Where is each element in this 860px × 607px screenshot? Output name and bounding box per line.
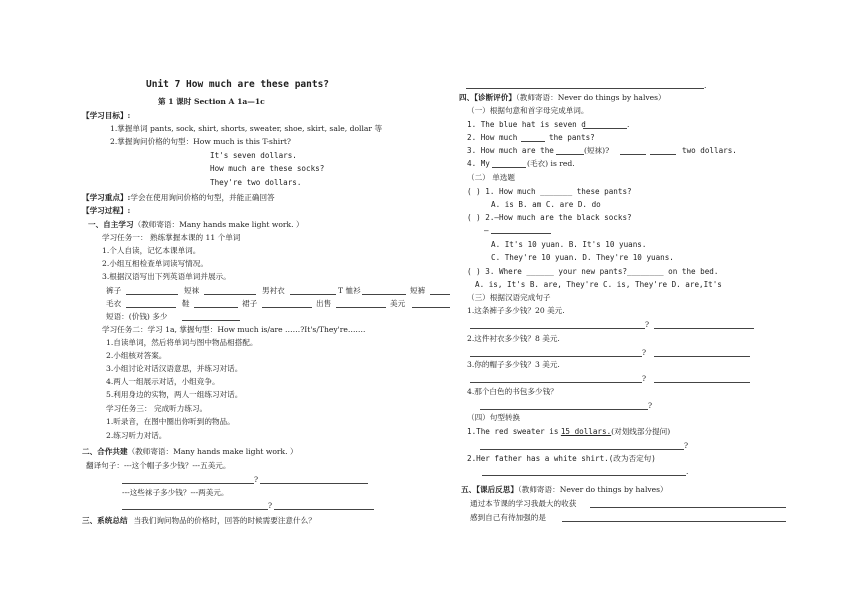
answer-line[interactable] bbox=[260, 483, 368, 484]
blank-line[interactable] bbox=[290, 294, 336, 295]
translate-3: 3.你的帽子多少钱？3 美元. bbox=[467, 360, 560, 369]
answer-line[interactable] bbox=[470, 382, 642, 383]
mc-question-2-dash: — bbox=[484, 226, 489, 235]
goal-2-question-2: How much are these socks? bbox=[210, 164, 325, 173]
task-2-step-5: 5.利用身边的实物，两人一组练习对话。 bbox=[106, 390, 243, 399]
blank-line[interactable] bbox=[620, 154, 646, 155]
blank-line[interactable] bbox=[521, 141, 545, 142]
p1-question-2-end: the pants? bbox=[549, 133, 595, 142]
translate-sentence-2: ---这些袜子多少钱？---两美元。 bbox=[122, 488, 229, 497]
word-shorts: 短裤 bbox=[410, 286, 426, 295]
reflection-2: 感到自己有待加强的是 bbox=[470, 513, 546, 522]
answer-line[interactable] bbox=[480, 449, 684, 450]
blank-line[interactable] bbox=[412, 307, 450, 308]
answer-line[interactable] bbox=[654, 356, 750, 357]
blank-line[interactable] bbox=[430, 294, 450, 295]
phrase-how-much: 短语：(价钱) 多少 bbox=[106, 312, 168, 321]
continuation-line bbox=[466, 88, 704, 89]
blank-line[interactable] bbox=[204, 294, 256, 295]
question-mark: ? bbox=[642, 374, 647, 383]
word-sweater: 毛衣 bbox=[106, 299, 122, 308]
p1-question-1: 1. The blue hat is seven d bbox=[467, 120, 586, 129]
section-4-heading: 四、【诊断评价】（教师寄语：Never do things by halves） bbox=[459, 93, 666, 102]
blank-line[interactable] bbox=[492, 167, 526, 168]
mc-options-2b: C. They're 10 yuan. D. They're 10 yuans. bbox=[491, 253, 674, 262]
page-title: Unit 7 How much are these pants? bbox=[146, 79, 330, 90]
word-socks: 短袜 bbox=[184, 286, 200, 295]
mc-question-2: ( ) 2.—How much are the black socks? bbox=[467, 213, 632, 222]
task-1: 学习任务一： 熟练掌握本课的 11 个单词 bbox=[102, 233, 241, 242]
answer-line[interactable] bbox=[470, 328, 645, 329]
answer-line[interactable] bbox=[122, 483, 254, 484]
translate-4: 4.那个白色的书包多少钱？ bbox=[467, 387, 558, 396]
section-2-heading: 二、合作共建（教师寄语：Many hands make light work. ） bbox=[82, 447, 298, 456]
mc-options-1: A. is B. am C. are D. do bbox=[491, 200, 601, 209]
question-mark: ? bbox=[645, 320, 650, 329]
mc-options-2a: A. It's 10 yuan. B. It's 10 yuans. bbox=[491, 240, 647, 249]
word-shirt: 男衬衣 bbox=[262, 286, 285, 295]
translate-1: 1.这条裤子多少钱？20 美元. bbox=[467, 306, 565, 315]
word-skirt: 裙子 bbox=[242, 299, 258, 308]
part-3-heading: （三）根据汉语完成句子 bbox=[467, 293, 551, 302]
answer-line[interactable] bbox=[482, 475, 686, 476]
part-1-heading: （一）根据句意和首字母完成单词。 bbox=[467, 106, 589, 115]
question-mark: ? bbox=[684, 441, 689, 450]
blank-line[interactable] bbox=[583, 128, 627, 129]
question-mark: ? bbox=[268, 501, 273, 510]
blank-line[interactable] bbox=[262, 307, 312, 308]
process-heading: 【学习过程】: bbox=[82, 206, 131, 215]
p1-question-3-hint: (短袜)? bbox=[584, 146, 610, 155]
question-mark: ? bbox=[642, 348, 647, 357]
goal-2-answer: It's seven dollars. bbox=[210, 151, 297, 160]
answer-line[interactable] bbox=[562, 521, 786, 522]
part-4-heading: （四）句型转换 bbox=[467, 413, 521, 422]
blank-line[interactable] bbox=[182, 320, 240, 321]
word-dollar: 美元 bbox=[390, 299, 406, 308]
answer-line[interactable] bbox=[480, 409, 648, 410]
word-tshirt: T 恤衫 bbox=[338, 286, 361, 295]
mc-options-3: A. is, It's B. are, They're C. is, They're D. are,It's bbox=[475, 280, 722, 289]
answer-line[interactable] bbox=[590, 507, 786, 508]
answer-line[interactable] bbox=[654, 382, 750, 383]
task-3: 学习任务三： 完成听力练习。 bbox=[106, 404, 208, 413]
word-pants: 裤子 bbox=[106, 286, 122, 295]
word-sale: 出售 bbox=[316, 299, 332, 308]
blank-line[interactable] bbox=[126, 294, 178, 295]
blank-line[interactable] bbox=[650, 154, 676, 155]
part-2-heading: （二） 单选题 bbox=[467, 173, 515, 182]
translate-2: 2.这件衬衣多少钱？8 美元. bbox=[467, 334, 560, 343]
task-2: 学习任务二：学习 1a, 掌握句型：How much is/are ……?It's/They're……. bbox=[102, 325, 366, 334]
task-3-step-2: 2.练习听力对话。 bbox=[106, 431, 167, 440]
goal-2: 2.掌握询问价格的句型：How much is this T-shirt? bbox=[110, 137, 291, 146]
key-points: 【学习重点】:学会在使用询问价格的句型，并能正确回答 bbox=[82, 193, 275, 202]
period: . bbox=[627, 120, 630, 129]
period: . bbox=[686, 467, 689, 476]
period: . bbox=[704, 81, 707, 90]
blank-line[interactable] bbox=[491, 233, 551, 234]
transform-1: 1.The red sweater is 15 dollars.(对划线部分提问) bbox=[467, 427, 671, 436]
reflection-1: 通过本节课的学习我最大的收获 bbox=[470, 499, 577, 508]
blank-line[interactable] bbox=[336, 307, 386, 308]
lesson-subtitle: 第 1 课时 Section A 1a—1c bbox=[158, 97, 265, 106]
answer-line[interactable] bbox=[122, 509, 268, 510]
mc-question-3: ( ) 3. Where ______ your new pants?________ on the bed. bbox=[467, 267, 719, 276]
translate-instruction: 翻译句子：---这个帽子多少钱？---五美元。 bbox=[86, 461, 231, 470]
blank-line[interactable] bbox=[126, 307, 176, 308]
goal-2-answer-2: They're two dollars. bbox=[210, 178, 302, 187]
task-1-step-2: 2.小组互相检查单词读写情况。 bbox=[102, 259, 208, 268]
blank-line[interactable] bbox=[556, 154, 584, 155]
answer-line[interactable] bbox=[470, 356, 642, 357]
task-3-step-1: 1.听录音，在图中圈出你听到的物品。 bbox=[106, 417, 235, 426]
word-shoe: 鞋 bbox=[182, 299, 190, 308]
p1-question-4: 4. My bbox=[467, 159, 490, 168]
answer-line[interactable] bbox=[654, 328, 754, 329]
blank-line[interactable] bbox=[362, 294, 406, 295]
transform-2: 2.Her father has a white shirt.(改为否定句) bbox=[467, 454, 656, 463]
goals-heading: 【学习目标】: bbox=[82, 111, 131, 120]
task-1-step-3: 3.根据汉语写出下列英语单词并展示。 bbox=[102, 272, 231, 281]
blank-line[interactable] bbox=[194, 307, 238, 308]
p1-question-3: 3. How much are the bbox=[467, 146, 554, 155]
question-mark: ? bbox=[254, 475, 259, 484]
section-5-heading: 五、【课后反思】（教师寄语：Never do things by halves） bbox=[461, 485, 668, 494]
p1-question-4-hint: (毛衣) is red. bbox=[527, 159, 575, 168]
task-2-step-2: 2.小组核对答案。 bbox=[106, 351, 167, 360]
task-2-step-4: 4.两人一组展示对话，小组竞争。 bbox=[106, 377, 220, 386]
question-mark: ? bbox=[648, 401, 653, 410]
section-1-heading: 一、自主学习（教师寄语：Many hands make light work. ） bbox=[88, 220, 304, 229]
section-3-heading: 三、系统总结 当我们询问物品的价格时，回答的时候需要注意什么？ bbox=[82, 516, 316, 525]
p1-question-3-end: two dollars. bbox=[682, 146, 737, 155]
answer-line[interactable] bbox=[274, 509, 374, 510]
goal-1: 1.掌握单词 pants, sock, shirt, shorts, sweater, shoe, skirt, sale, dollar 等 bbox=[110, 124, 383, 133]
mc-question-1: ( ) 1. How much _______ these pants? bbox=[467, 187, 632, 196]
task-2-step-1: 1.自读单词，然后将单词与图中物品相搭配。 bbox=[106, 338, 258, 347]
p1-question-2: 2. How much bbox=[467, 133, 518, 142]
task-1-step-1: 1.个人自读，记忆本课单词。 bbox=[102, 246, 201, 255]
task-2-step-3: 3.小组讨论对话汉语意思，并练习对话。 bbox=[106, 364, 243, 373]
